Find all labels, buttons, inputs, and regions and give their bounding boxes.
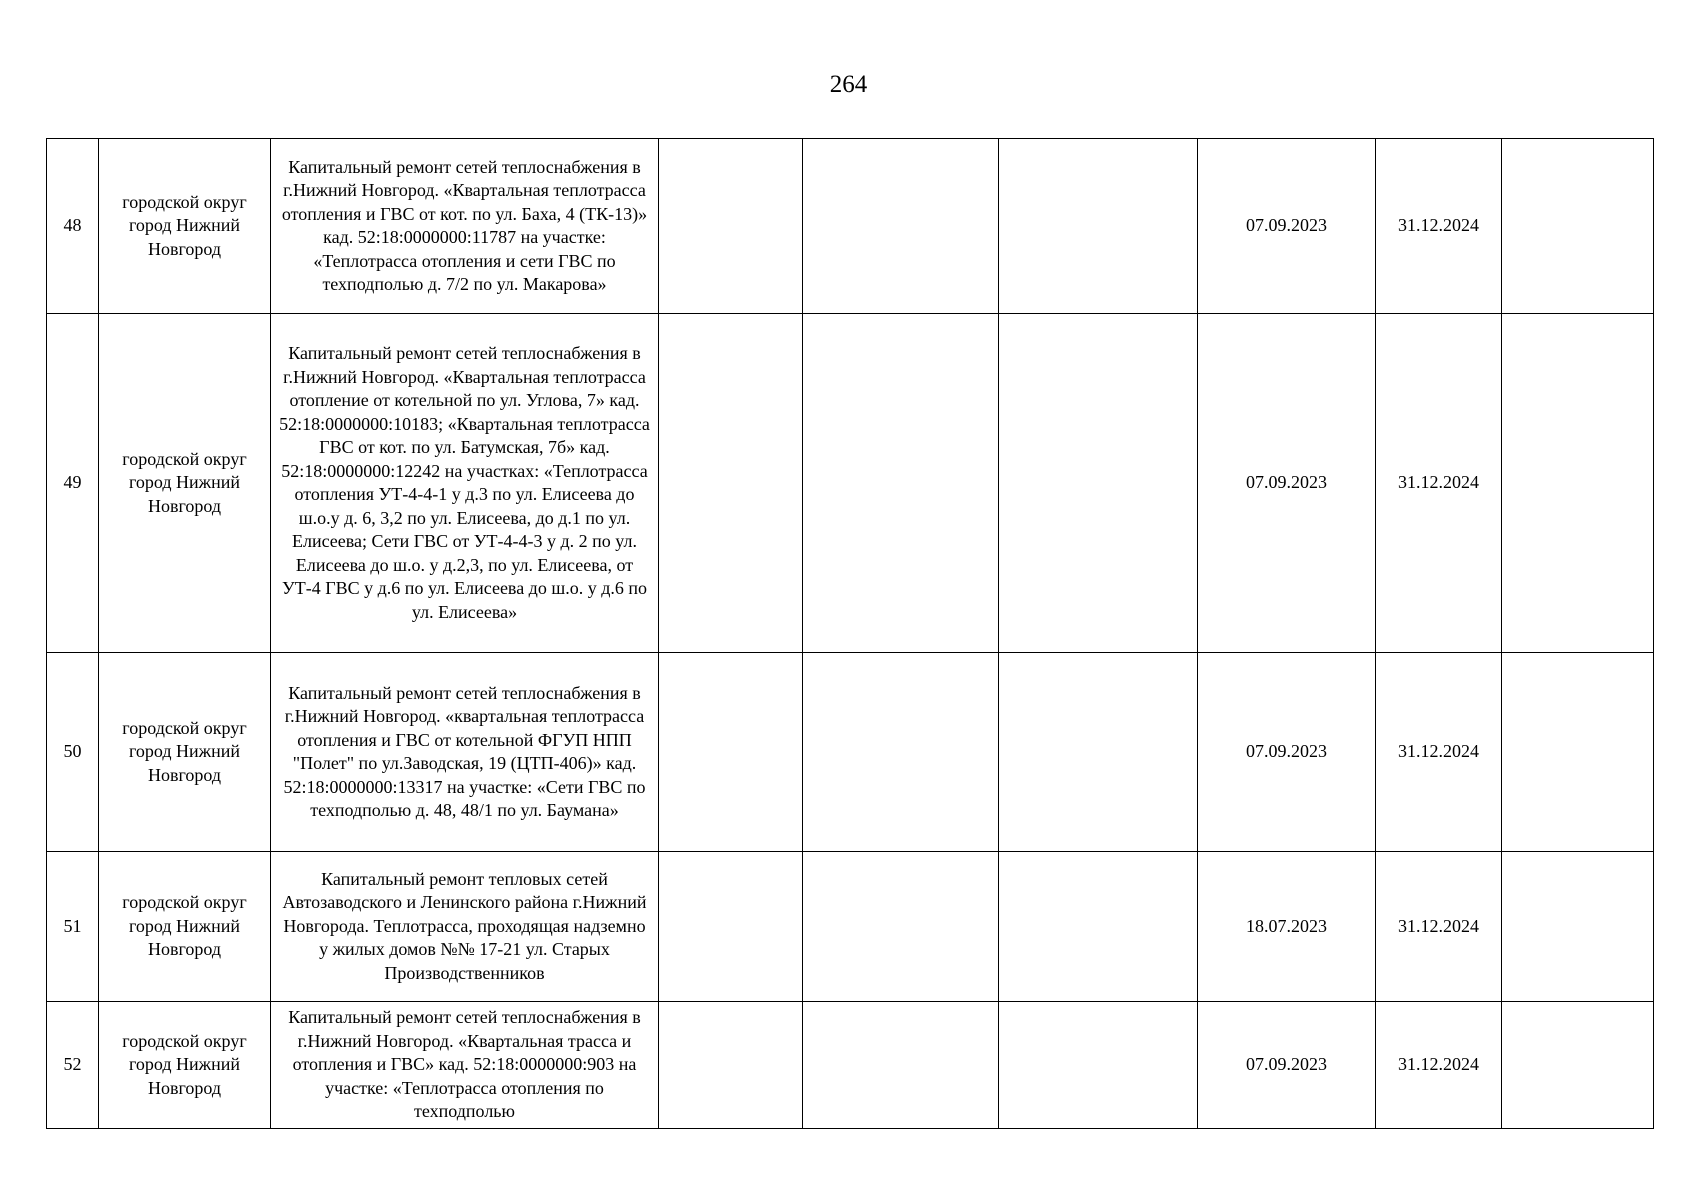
empty-cell [803,852,999,1002]
row-number: 52 [47,1002,99,1129]
empty-cell [1502,852,1654,1002]
empty-cell [659,314,803,653]
row-number: 51 [47,852,99,1002]
empty-cell [1502,1002,1654,1129]
end-date-cell: 31.12.2024 [1376,139,1502,314]
empty-cell [999,139,1198,314]
end-date-cell: 31.12.2024 [1376,852,1502,1002]
start-date-cell: 07.09.2023 [1198,1002,1376,1129]
description-cell: Капитальный ремонт тепловых сетей Автозаводского и Ленинского района г.Нижний Новгорода. Теплотрасса, проходящая надземно у жилых домов №№ 17-21 ул. Старых Производственников [271,852,659,1002]
start-date-cell: 07.09.2023 [1198,314,1376,653]
empty-cell [1502,653,1654,852]
table-row [47,139,1654,314]
description-cell: Капитальный ремонт сетей теплоснабжения в г.Нижний Новгород. «Квартальная теплотрасса отопления и ГВС от кот. по ул. Баха, 4 (ТК-13)» кад. 52:18:0000000:11787 на участке: «Теплотрасса отопления и сети ГВС по техподполью д. 7/2 по ул. Макарова» [271,139,659,314]
works-table [46,138,1654,1129]
description-cell: Капитальный ремонт сетей теплоснабжения в г.Нижний Новгород. «квартальная теплотрасса отопления и ГВС от котельной ФГУП НПП "Полет" по ул.Заводская, 19 (ЦТП-406)» кад. 52:18:0000000:13317 на участке: «Сети ГВС по техподполью д. 48, 48/1 по ул. Баумана» [271,653,659,852]
description-cell: Капитальный ремонт сетей теплоснабжения в г.Нижний Новгород. «Квартальная трасса и отопления и ГВС» кад. 52:18:0000000:903 на участке: «Теплотрасса отопления по техподполью [271,1002,659,1129]
empty-cell [803,653,999,852]
empty-cell [659,653,803,852]
territory-cell: городской округ город Нижний Новгород [99,1002,271,1129]
empty-cell [999,1002,1198,1129]
territory-cell: городской округ город Нижний Новгород [99,653,271,852]
row-number: 49 [47,314,99,653]
table-row [47,653,1654,852]
empty-cell [999,653,1198,852]
end-date-cell: 31.12.2024 [1376,653,1502,852]
empty-cell [1502,139,1654,314]
end-date-cell: 31.12.2024 [1376,314,1502,653]
empty-cell [803,314,999,653]
start-date-cell: 07.09.2023 [1198,653,1376,852]
row-number: 48 [47,139,99,314]
table-row [47,314,1654,653]
empty-cell [1502,314,1654,653]
empty-cell [803,1002,999,1129]
empty-cell [803,139,999,314]
territory-cell: городской округ город Нижний Новгород [99,139,271,314]
empty-cell [659,852,803,1002]
row-number: 50 [47,653,99,852]
end-date-cell: 31.12.2024 [1376,1002,1502,1129]
table-row [47,1002,1654,1129]
empty-cell [999,314,1198,653]
table-row [47,852,1654,1002]
empty-cell [659,139,803,314]
empty-cell [659,1002,803,1129]
territory-cell: городской округ город Нижний Новгород [99,852,271,1002]
page-number: 264 [829,71,868,98]
description-cell: Капитальный ремонт сетей теплоснабжения в г.Нижний Новгород. «Квартальная теплотрасса отопление от котельной по ул. Углова, 7» кад. 52:18:0000000:10183; «Квартальная теплотрасса ГВС от кот. по ул. Батумская, 7б» кад. 52:18:0000000:12242 на участках: «Теплотрасса отопления УТ-4-4-1 у д.3 по ул. Елисеева до ш.о.у д. 6, 3,2 по ул. Елисеева, до д.1 по ул. Елисеева; Сети ГВС от УТ-4-4-3 у д. 2 по ул. Елисеева до ш.о. у д.2,3, по ул. Елисеева, от УТ-4 ГВС у д.6 по ул. Елисеева до ш.о. у д.6 по ул. Елисеева» [271,314,659,653]
start-date-cell: 07.09.2023 [1198,139,1376,314]
empty-cell [999,852,1198,1002]
start-date-cell: 18.07.2023 [1198,852,1376,1002]
territory-cell: городской округ город Нижний Новгород [99,314,271,653]
